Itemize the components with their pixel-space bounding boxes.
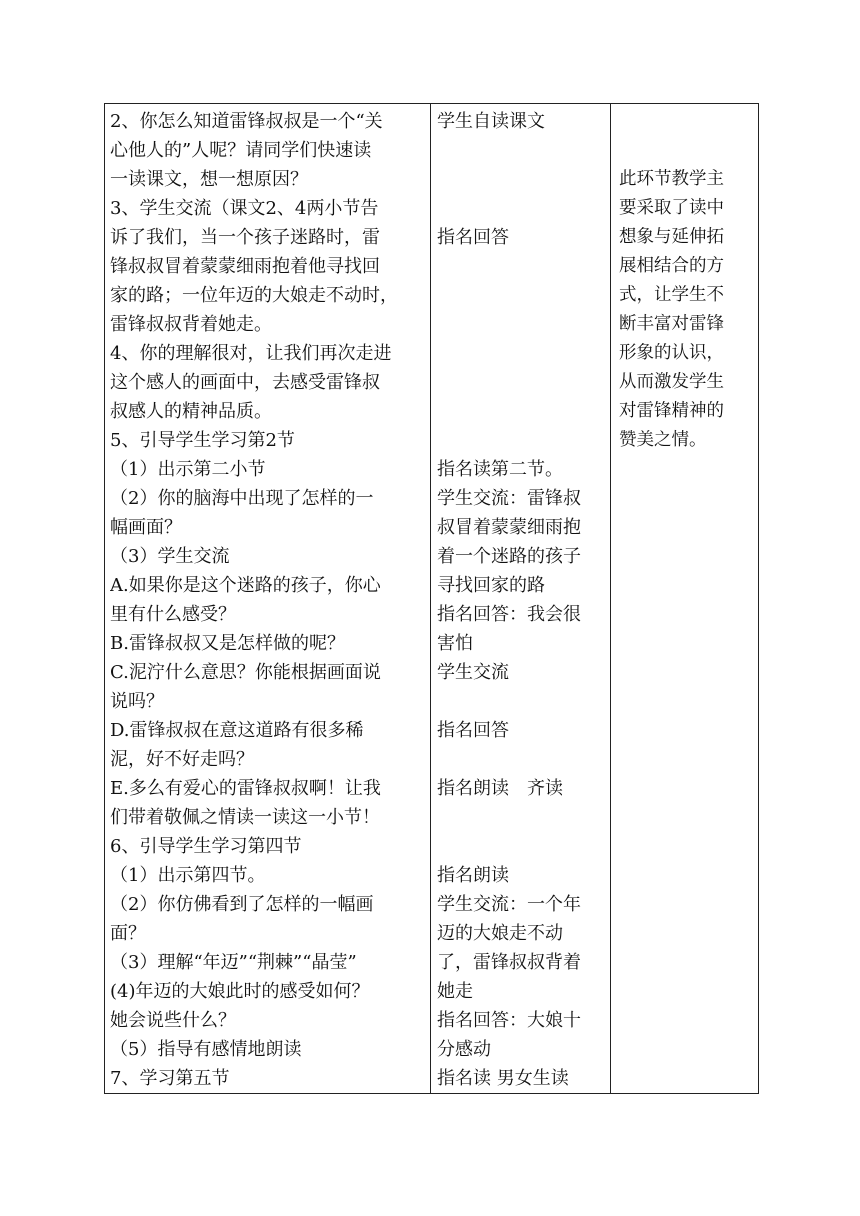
student-activity-line <box>437 397 606 426</box>
student-activity-line: 迈的大娘走不动 <box>437 923 563 944</box>
student-activity-line: 指名朗读 齐读 <box>437 778 563 799</box>
student-activity-line: 着一个迷路的孩子 <box>437 546 581 567</box>
student-activity-line <box>437 310 606 339</box>
design-intent-line: 此环节教学主 <box>619 169 724 189</box>
design-intent-line: 展相结合的方 <box>619 256 724 276</box>
teaching-process-line: 们带着敬佩之情读一读这一小节！ <box>110 807 380 828</box>
student-activity-line: 学生交流：雷锋叔 <box>437 488 581 509</box>
teaching-process-line: 2、你怎么知道雷锋叔叔是一个“关 <box>110 111 383 132</box>
teaching-process-line: 她会说些什么？ <box>110 1010 236 1031</box>
teaching-process-line: E.多么有爱心的雷锋叔叔啊！让我 <box>110 778 381 799</box>
student-activity-line: 指名回答 <box>437 227 509 248</box>
student-activity-lines <box>431 104 610 1093</box>
teaching-process-line: 叔感人的精神品质。 <box>110 401 272 422</box>
student-activity-line <box>437 687 606 716</box>
design-intent-line: 要采取了读中 <box>619 198 724 218</box>
design-intent-lines <box>611 104 758 455</box>
student-activity-line: 分感动 <box>437 1039 491 1060</box>
teaching-process-line: 说吗？ <box>110 691 164 712</box>
design-intent-line: 对雷锋精神的 <box>619 401 724 421</box>
student-activity-line: 寻找回家的路 <box>437 575 545 596</box>
student-activity-line <box>437 745 606 774</box>
student-activity-line: 她走 <box>437 981 473 1002</box>
teaching-process-line: （3）学生交流 <box>110 546 230 567</box>
teaching-process-line: A.如果你是这个迷路的孩子，你心 <box>110 575 381 596</box>
teaching-process-line: C.泥泞什么意思？你能根据画面说 <box>110 662 381 683</box>
design-intent-line <box>619 136 754 165</box>
design-intent-line: 式，让学生不 <box>619 285 724 305</box>
teaching-process-line: （2）你的脑海中出现了怎样的一 <box>110 488 374 509</box>
teaching-process-line: 这个感人的画面中，去感受雷锋叔 <box>110 372 380 393</box>
teaching-process-line: 心他人的”人呢？请同学们快速读 <box>110 140 372 161</box>
teaching-process-line: 幅画面？ <box>110 517 182 538</box>
student-activity-line: 指名回答：大娘十 <box>437 1010 581 1031</box>
teaching-process-line: 家的路；一位年迈的大娘走不动时， <box>110 285 398 306</box>
teaching-process-line: 4、你的理解很对，让我们再次走进 <box>110 343 392 364</box>
teaching-process-line: 泥，好不好走吗？ <box>110 749 254 770</box>
student-activity-line: 叔冒着蒙蒙细雨抱 <box>437 517 581 538</box>
teaching-process-cell <box>105 104 431 1094</box>
teaching-process-line: 6、引导学生学习第四节 <box>110 836 302 857</box>
teaching-process-line: (4)年迈的大娘此时的感受如何？ <box>110 981 370 1002</box>
student-activity-line <box>437 252 606 281</box>
design-intent-line: 形象的认识， <box>619 343 724 363</box>
student-activity-line: 指名回答：我会很 <box>437 604 581 625</box>
teaching-process-line: 一读课文，想一想原因？ <box>110 169 308 190</box>
student-activity-line: 学生交流：一个年 <box>437 894 581 915</box>
student-activity-line <box>437 136 606 165</box>
teaching-process-line: （1）出示第四节。 <box>110 865 266 886</box>
student-activity-line <box>437 339 606 368</box>
teaching-process-line: （1）出示第二小节 <box>110 459 266 480</box>
student-activity-cell <box>431 104 611 1094</box>
teaching-process-line: 雷锋叔叔背着她走。 <box>110 314 272 335</box>
teaching-process-line: 面？ <box>110 923 146 944</box>
teaching-process-lines <box>105 104 430 1093</box>
student-activity-line <box>437 803 606 832</box>
student-activity-line: 学生自读课文 <box>437 111 545 132</box>
teaching-process-line: 诉了我们，当一个孩子迷路时，雷 <box>110 227 380 248</box>
teaching-process-line: 里有什么感受？ <box>110 604 236 625</box>
student-activity-line: 指名回答 <box>437 720 509 741</box>
student-activity-line <box>437 426 606 455</box>
teaching-process-line: （5）指导有感情地朗读 <box>110 1039 302 1060</box>
design-intent-line: 想象与延伸拓 <box>619 227 724 247</box>
student-activity-line <box>437 165 606 194</box>
design-intent-line: 从而激发学生 <box>619 372 724 392</box>
student-activity-line: 了，雷锋叔叔背着 <box>437 952 581 973</box>
student-activity-line: 指名读 男女生读 <box>437 1068 569 1089</box>
student-activity-line: 学生交流 <box>437 662 509 683</box>
teaching-process-line: 3、学生交流（课文2、4两小节告 <box>110 198 379 219</box>
student-activity-line <box>437 194 606 223</box>
table-row <box>105 104 759 1094</box>
student-activity-line <box>437 281 606 310</box>
student-activity-line <box>437 368 606 397</box>
design-intent-cell <box>611 104 759 1094</box>
student-activity-line: 害怕 <box>437 633 473 654</box>
teaching-process-line: B.雷锋叔叔又是怎样做的呢？ <box>110 633 345 654</box>
teaching-process-line: 锋叔叔冒着蒙蒙细雨抱着他寻找回 <box>110 256 380 277</box>
teaching-process-line: （3）理解“年迈”“荆棘”“晶莹” <box>110 952 357 973</box>
lesson-plan-table <box>104 103 759 1094</box>
design-intent-line <box>619 107 754 136</box>
teaching-process-line: 7、学习第五节 <box>110 1068 230 1089</box>
student-activity-line: 指名朗读 <box>437 865 509 886</box>
teaching-process-line: （2）你仿佛看到了怎样的一幅画 <box>110 894 374 915</box>
design-intent-line: 断丰富对雷锋 <box>619 314 724 334</box>
student-activity-line: 指名读第二节。 <box>437 459 563 480</box>
student-activity-line <box>437 832 606 861</box>
design-intent-line: 赞美之情。 <box>619 430 707 450</box>
teaching-process-line: 5、引导学生学习第2节 <box>110 430 295 451</box>
teaching-process-line: D.雷锋叔叔在意这道路有很多稀 <box>110 720 364 741</box>
